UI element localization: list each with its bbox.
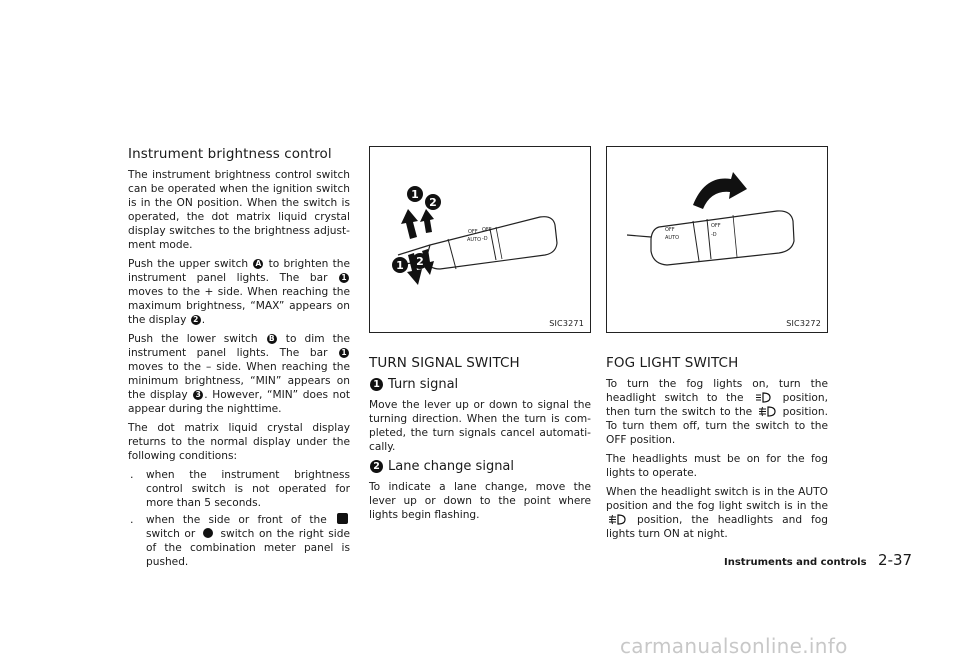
square-switch-icon	[337, 513, 348, 524]
round-switch-icon	[203, 528, 213, 538]
footer-section-title: Instruments and controls	[724, 557, 867, 568]
figure-label: 2	[429, 196, 437, 209]
subheading-lane-change	[369, 459, 591, 474]
page-footer	[724, 551, 912, 569]
text-segment: moves to the – side. When reaching the minimum brightness, “MIN” appears on the display	[128, 361, 350, 401]
marker-a: A	[253, 259, 263, 269]
lever-text: OFF	[468, 229, 478, 235]
marker-2: 2	[191, 315, 201, 325]
list-item	[128, 513, 350, 569]
bullet-glyph: .	[130, 468, 134, 481]
paragraph-lane-change: To indicate a lane change, move the lever up or down to the point where lights begin flashing.	[369, 481, 591, 521]
fog-light-lever-illustration	[607, 147, 827, 332]
text-segment: position, the headlights and fog lights turn ON at night.	[606, 514, 828, 540]
marker-1: 1	[339, 348, 349, 358]
subheading-turn-signal	[369, 377, 591, 392]
paragraph-turn-signal: Move the lever up or down to signal the turning direction. When the turn is com- pleted, the turn signals cancel automati- cally.	[369, 399, 591, 453]
figure-turn-signal-lever	[369, 146, 591, 333]
fog-light-icon	[608, 514, 626, 525]
lever-text: OFF	[711, 223, 721, 229]
marker-2: 2	[370, 460, 383, 473]
paragraph-lower-switch	[128, 332, 350, 416]
figure-caption: SIC3271	[549, 319, 584, 328]
conditions-list	[128, 468, 350, 569]
text-segment: When the headlight switch is in the AUTO position and the fog light switch is in the	[606, 486, 828, 512]
text-segment: To turn the fog lights on, turn the headlight switch to the	[606, 378, 828, 404]
figure-caption: SIC3272	[786, 319, 821, 328]
paragraph-fog-auto	[606, 485, 828, 541]
figure-label: 1	[396, 259, 404, 272]
section-heading-brightness: Instrument brightness control	[128, 146, 332, 162]
bullet-glyph: .	[130, 513, 134, 526]
paragraph-upper-switch	[128, 257, 350, 327]
lever-text: AUTO	[467, 237, 482, 243]
page-number: 2-37	[878, 551, 913, 569]
column-turn-signal	[369, 146, 591, 527]
subheading-text: Turn signal	[388, 377, 459, 392]
list-item-text: switch or	[146, 528, 196, 540]
lever-text: OFF	[482, 227, 492, 233]
lever-text: AUTO	[665, 235, 680, 241]
lever-text: OFF	[665, 227, 675, 233]
lever-text: -D	[482, 236, 488, 242]
lever-text: -D	[711, 232, 717, 238]
marker-1: 1	[370, 378, 383, 391]
list-item-text: when the side or front of the	[146, 514, 327, 526]
text-segment: to brighten the instrument panel lights. The bar	[128, 258, 350, 284]
text-segment: position, then turn the switch to the	[606, 392, 828, 418]
text-segment: moves to the + side. When reaching the maximum brightness, “MAX” appears on the display	[128, 286, 350, 326]
text-segment: .	[201, 314, 206, 326]
paragraph-brightness-intro: The instrument brightness control switch can be operated when the ignition switch is in the ON position. When the switch is operated, the dot matrix liquid crystal display switches to the brightness adjust- ment mode.	[128, 169, 350, 251]
turn-signal-lever-illustration	[370, 147, 590, 332]
subheading-text: Lane change signal	[388, 459, 515, 474]
marker-1: 1	[339, 273, 349, 283]
list-item-text: switch on the right side of the combination meter panel is pushed.	[146, 528, 350, 568]
column-instrument-brightness	[128, 146, 350, 572]
arrow-up-icon	[401, 209, 434, 239]
section-heading-fog-light: FOG LIGHT SWITCH	[606, 355, 739, 371]
paragraph-fog-on	[606, 377, 828, 447]
marker-3: 3	[193, 390, 203, 400]
text-segment: to dim the instrument panel lights. The bar	[128, 333, 350, 359]
paragraph-return-conditions: The dot matrix liquid crystal display returns to the normal display under the following conditions:	[128, 422, 350, 462]
text-segment: position. To turn them off, turn the switch to the OFF position.	[606, 406, 829, 446]
list-item	[128, 468, 350, 510]
column-fog-light	[606, 146, 828, 546]
section-heading-turn-signal: TURN SIGNAL SWITCH	[369, 355, 520, 371]
paragraph-fog-requirement: The headlights must be on for the fog lights to operate.	[606, 453, 828, 479]
figure-label: 1	[411, 188, 419, 201]
headlight-icon	[754, 392, 772, 403]
list-item-text: when the instrument brightness control switch is not operated for more than 5 seconds.	[146, 469, 350, 509]
fog-light-icon	[758, 406, 776, 417]
watermark: carmanualsonline.info	[620, 634, 848, 658]
figure-label: 2	[416, 255, 424, 268]
marker-b: B	[267, 334, 277, 344]
text-segment: Push the lower switch	[128, 333, 258, 345]
rotate-arrow-icon	[693, 172, 747, 209]
text-segment: . However, “MIN” does not appear during the nighttime.	[128, 389, 350, 415]
figure-fog-light-lever	[606, 146, 828, 333]
text-segment: Push the upper switch	[128, 258, 249, 270]
